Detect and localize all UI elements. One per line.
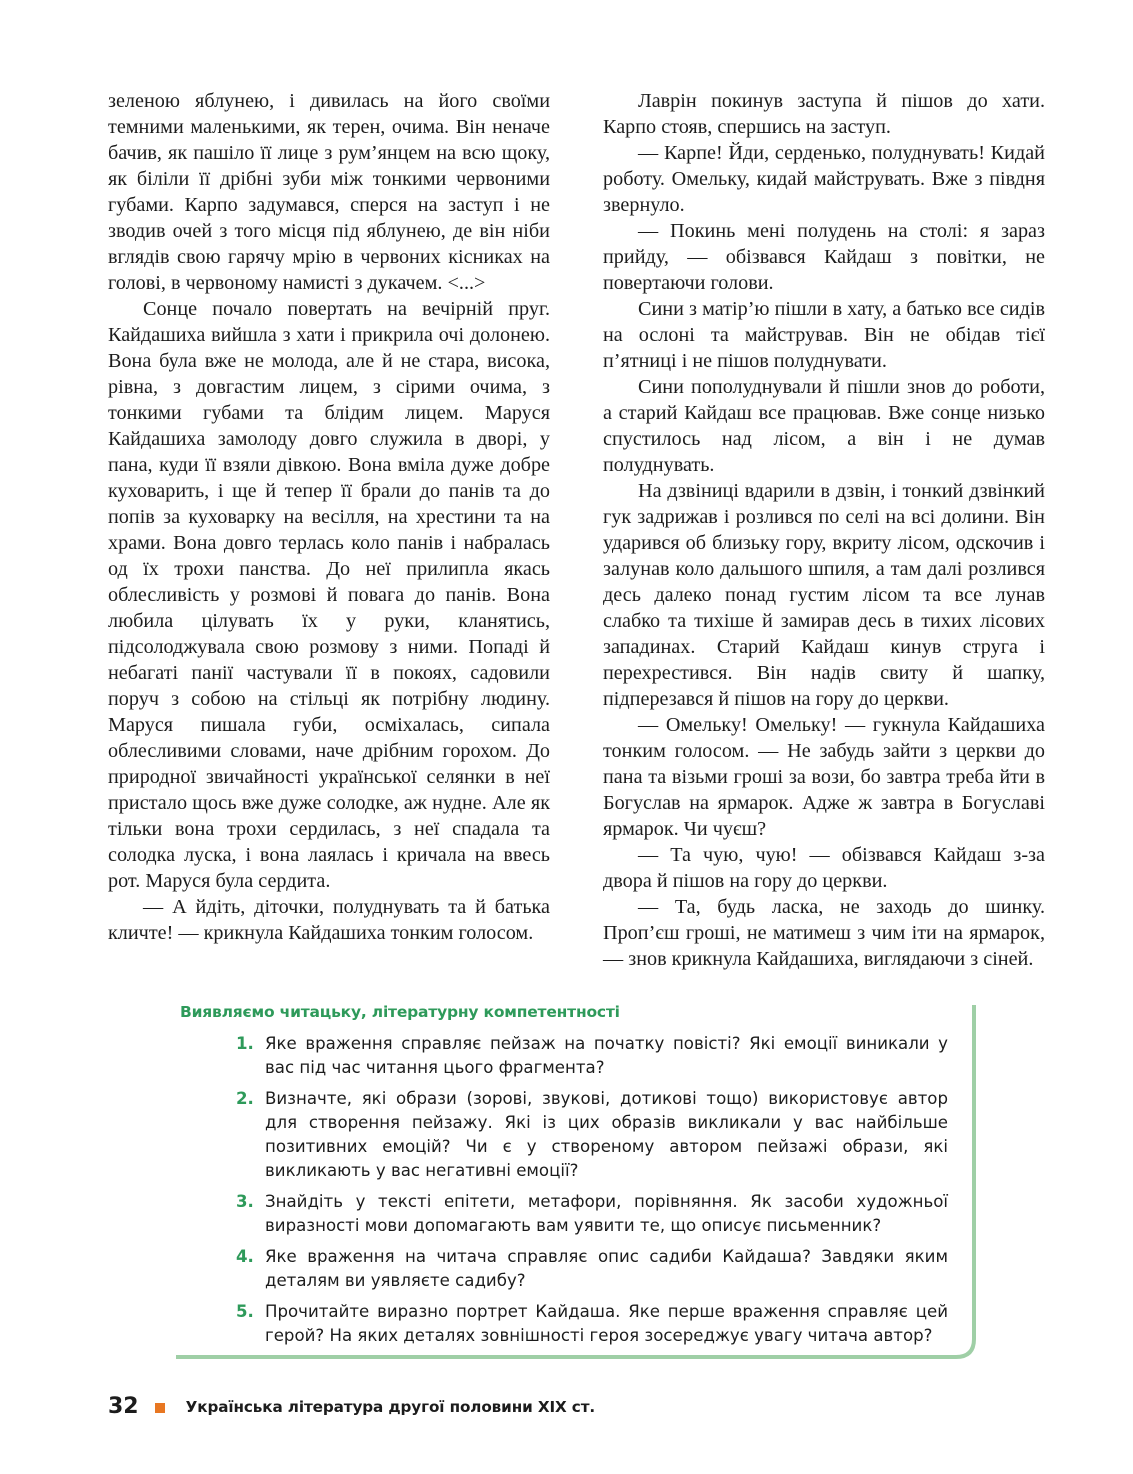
page-footer bbox=[108, 1394, 595, 1419]
task-text: Визначте, які образи (зорові, звукові, дотикові тощо) використовує автор для створення пейзажу. Які із цих образів викликали у вас найбільше позитивних емоцій? Чи є у створеному автором пейзажі образи, які викликають у вас негативні емоції? bbox=[265, 1089, 948, 1180]
paragraph: На дзвіниці вдарили в дзвін, і тонкий дзвінкий гук задрижав і розлився по селі на всі долини. Він ударився об близьку гору, вкриту лісом, одскочив і залунав коло дальшого шпиля, а там далі розлився десь далеко понад густим лісом та все лунав слабко та тихіше й замирав десь в тихих лісових западинах. Старий Кайдаш кинув струга і перехрестився. Він надів свиту й шапку, підперезався й пішов на гору до церкви. bbox=[603, 480, 1045, 710]
task-number: 4. bbox=[236, 1247, 254, 1266]
paragraph: — Та чую, чую! — обізвався Кайдаш з-за двора й пішов на гору до церкви. bbox=[603, 844, 1045, 892]
text-column-right bbox=[603, 88, 1045, 972]
paragraph: — Омельку! Омельку! — гукнула Кайдашиха тонким голосом. — Не забудь зайти з церкви до пана та візьми гроші за вози, бо завтра треба йти в Богуслав на ярмарок. Адже ж завтра в Богуславі ярмарок. Чи чуєш? bbox=[603, 714, 1045, 840]
task-number: 5. bbox=[236, 1302, 254, 1321]
tasks-list bbox=[236, 1032, 948, 1355]
paragraph: — Карпе! Йди, серденько, полуднувать! Кидай роботу. Омельку, кидай майструвать. Вже з півдня звернуло. bbox=[603, 142, 1045, 216]
paragraph: — Покинь мені полудень на столі: я зараз прийду, — обізвався Кайдаш з повітки, не повертаючи голови. bbox=[603, 220, 1045, 294]
paragraph: Сини з матір’ю пішли в хату, а батько все сидів на ослоні та майстрував. Він не обідав тієї п’ятниці і не пішов полуднувати. bbox=[603, 298, 1045, 372]
tasks-box bbox=[176, 1003, 976, 1359]
paragraph: Лаврін покинув заступа й пішов до хати. Карпо стояв, спершись на заступ. bbox=[603, 90, 1045, 138]
square-bullet-icon bbox=[155, 1403, 165, 1413]
tasks-heading: Виявляємо читацьку, літературну компетентності bbox=[180, 1003, 620, 1021]
text-column-left bbox=[108, 88, 550, 946]
task-text: Яке враження на читача справляє опис садиби Кайдаша? Завдяки яким деталям ви уявляєте садибу? bbox=[265, 1247, 948, 1290]
task-number: 3. bbox=[236, 1192, 254, 1211]
task-item bbox=[236, 1190, 948, 1238]
task-text: Яке враження справляє пейзаж на початку повісті? Які емоції виникали у вас під час читання цього фрагмента? bbox=[265, 1034, 948, 1077]
paragraph: — Та, будь ласка, не заходь до шинку. Проп’єш гроші, не матимеш з чим іти на ярмарок, — знов крикнула Кайдашиха, виглядаючи з сіней. bbox=[603, 896, 1045, 970]
task-item bbox=[236, 1300, 948, 1348]
paragraph: Сини пополуднували й пішли знов до роботи, а старий Кайдаш все працював. Вже сонце низько спустилось над лісом, а він і не думав полуднувать. bbox=[603, 376, 1045, 476]
task-item bbox=[236, 1087, 948, 1183]
paragraph: зеленою яблунею, і дивилась на його своїми темними маленькими, як терен, очима. Він неначе бачив, як пашіло її лице з рум’янцем на всю щоку, як біліли її дрібні зуби між тонкими червоними губами. Карпо задумався, сперся на заступ і не зводив очей з того місця під яблунею, де він ніби вглядів свою гарячу мрію в червоних кісниках на голові, в червоному намисті з дукачем. <...> bbox=[108, 90, 550, 294]
task-number: 2. bbox=[236, 1089, 254, 1108]
paragraph: — А йдіть, діточки, полуднувать та й батька кличте! — крикнула Кайдашиха тонким голосом. bbox=[108, 896, 550, 944]
task-item bbox=[236, 1245, 948, 1293]
task-item bbox=[236, 1032, 948, 1080]
task-text: Знайдіть у тексті епітети, метафори, порівняння. Як засоби художньої виразності мови допомагають вам уявити те, що описує письменник? bbox=[265, 1192, 948, 1235]
task-number: 1. bbox=[236, 1034, 254, 1053]
task-text: Прочитайте виразно портрет Кайдаша. Яке перше враження справляє цей герой? На яких деталях зовнішності героя зосереджує увагу читача автор? bbox=[265, 1302, 948, 1345]
paragraph: Сонце почало повертать на вечірній пруг. Кайдашиха вийшла з хати і прикрила очі долонею. Вона була вже не молода, але й не стара, висока, рівна, з довгастим лицем, з сірими очима, з тонкими губами та блідим лицем. Маруся Кайдашиха замолоду довго служила в дворі, у пана, куди її взяли дівкою. Вона вміла дуже добре куховарить, і ще й тепер її брали до панів та до попів за куховарку на весілля, на хрестини та на храми. Вона довго терлась коло панів і набралась од їх трохи панства. До неї прилипла якась облесливість у розмові й повага до панів. Вона любила цілувать їх у руки, кланятись, підсолоджувала свою розмову з ними. Попаді й небагаті панії частували її в покоях, садовили поруч з собою на стільці як потрібну людину. Маруся пишала губи, осміхалась, сипала облесливими словами, наче дрібним горохом. До природної звичайності української селянки в неї пристало щось вже дуже солодке, аж нудне. Але як тільки вона трохи сердилась, з неї спадала та солодка луска, і вона лаялась і кричала на ввесь рот. Маруся була сердита. bbox=[108, 298, 550, 892]
page-number: 32 bbox=[108, 1394, 139, 1419]
running-title: Українська література другої половини XIX ст. bbox=[185, 1397, 596, 1416]
